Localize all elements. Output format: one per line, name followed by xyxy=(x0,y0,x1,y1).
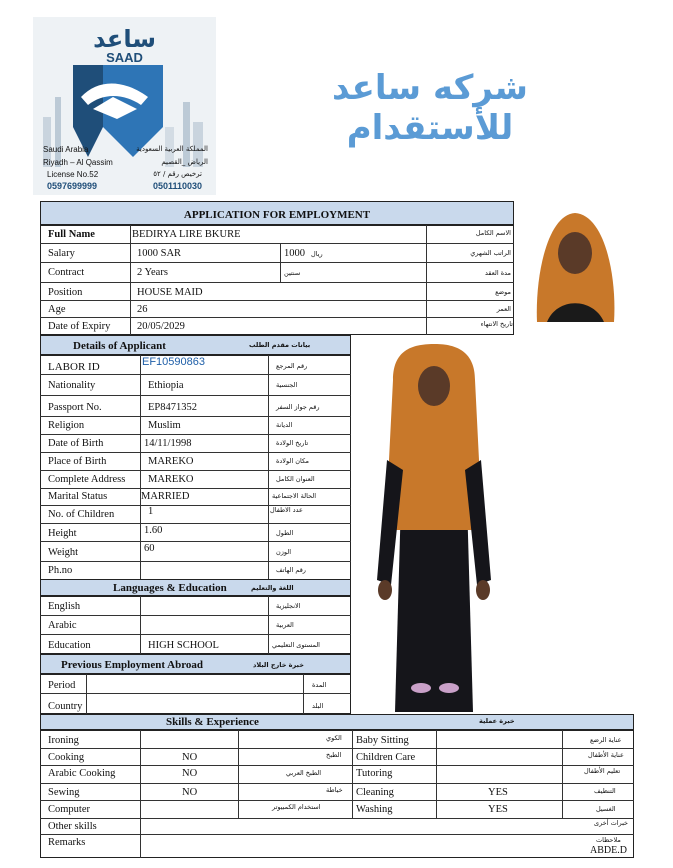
other-skills-label-ar: خبرات أخرى xyxy=(594,819,629,827)
period-label-ar: المدة xyxy=(312,681,327,689)
period-label: Period xyxy=(48,680,76,691)
height-label: Height xyxy=(48,528,77,539)
religion-label: Religion xyxy=(48,420,85,431)
sewing-value: NO xyxy=(182,787,198,798)
pob-label-ar: مكان الولادة xyxy=(276,457,310,465)
children-label-ar: عدد الاطفال xyxy=(270,506,303,514)
remarks-label-ar: ملاحظات xyxy=(596,836,621,844)
age-value: 26 xyxy=(137,304,148,315)
cooking-value: NO xyxy=(182,752,198,763)
weight-label-ar: الوزن xyxy=(276,548,292,556)
cooking-label-ar: الطبخ xyxy=(326,751,342,759)
country-label: Country xyxy=(48,701,83,712)
logo-arabic-name: ساعد xyxy=(93,25,156,53)
labor-id-label-ar: رقم المرجع xyxy=(276,362,308,370)
previous-header-label: Previous Employment Abroad xyxy=(61,659,203,671)
expiry-value: 20/05/2029 xyxy=(137,321,185,332)
contract-label: Contract xyxy=(48,267,85,278)
logo-country-ar: المملكة العربية السعودية xyxy=(136,145,208,153)
logo-license-ar: ترخيص رقم / ٥٢ xyxy=(153,170,202,178)
cleaning-label: Cleaning xyxy=(356,787,394,798)
nationality-label: Nationality xyxy=(48,380,96,391)
weight-label: Weight xyxy=(48,547,79,558)
pob-value: MAREKO xyxy=(148,456,194,467)
sewing-label: Sewing xyxy=(48,787,80,798)
pob-label: Place of Birth xyxy=(48,456,107,467)
phone-label: Ph.no xyxy=(48,565,73,576)
arabic-cooking-label: Arabic Cooking xyxy=(48,768,116,779)
logo-license: License No.52 xyxy=(47,170,99,179)
ironing-label: Ironing xyxy=(48,735,79,746)
arabic-cooking-label-ar: الطبخ العربي xyxy=(286,769,322,777)
full-name-label-ar: الاسم الكامل xyxy=(475,229,511,237)
top-table xyxy=(40,225,514,335)
children-care-label-ar: عناية الأطفال xyxy=(588,751,624,759)
height-value: 1.60 xyxy=(144,525,163,536)
dob-label-ar: تاريخ الولادة xyxy=(276,439,309,447)
other-skills-label: Other skills xyxy=(48,821,97,832)
country-label-ar: البلد xyxy=(312,702,324,710)
full-name-value: BEDIRYA LIRE BKURE xyxy=(132,229,241,240)
cooking-label: Cooking xyxy=(48,752,85,763)
weight-value: 60 xyxy=(144,543,155,554)
skills-header xyxy=(40,714,634,730)
position-label: Position xyxy=(48,287,83,298)
phone-label-ar: رقم الهاتف xyxy=(276,566,306,574)
labor-id-value: EF10590863 xyxy=(142,356,205,368)
children-care-label: Children Care xyxy=(356,752,416,763)
passport-label-ar: رقم جواز السفر xyxy=(276,403,320,411)
dob-label: Date of Birth xyxy=(48,438,104,449)
nationality-value: Ethiopia xyxy=(148,380,184,391)
applicant-headshot xyxy=(517,207,634,322)
logo-phone-2: 0501110030 xyxy=(152,181,202,191)
salary-label-ar: الراتب الشهري xyxy=(470,249,511,257)
baby-sitting-label: Baby Sitting xyxy=(356,735,409,746)
sewing-label-ar: خياطة xyxy=(326,786,343,794)
salary-riyal-value: 1000 xyxy=(284,248,305,259)
position-label-ar: موضع xyxy=(495,288,511,296)
details-header-label: Details of Applicant xyxy=(73,340,166,352)
details-header-label-ar: بيانات مقدم الطلب xyxy=(249,341,311,349)
remarks-label: Remarks xyxy=(48,837,86,848)
salary-label: Salary xyxy=(48,248,75,259)
address-label: Complete Address xyxy=(48,474,126,485)
salary-value: 1000 SAR xyxy=(137,248,182,259)
computer-label: Computer xyxy=(48,804,90,815)
english-label: English xyxy=(48,601,81,612)
position-value: HOUSE MAID xyxy=(137,287,203,298)
expiry-label-ar: تاريخ الانتهاء xyxy=(480,320,513,328)
tutoring-label: Tutoring xyxy=(356,768,393,779)
languages-header-label-ar: اللغة والتعليم xyxy=(251,584,294,592)
languages-header xyxy=(40,579,351,596)
nationality-label-ar: الجنسية xyxy=(276,381,298,389)
languages-header-label: Languages & Education xyxy=(113,582,227,594)
height-label-ar: الطول xyxy=(276,529,294,537)
religion-label-ar: الديانة xyxy=(276,421,293,429)
baby-sitting-label-ar: عناية الرضع xyxy=(590,736,622,744)
washing-value: YES xyxy=(488,804,508,815)
salary-riyal-unit: ريال xyxy=(311,250,323,258)
labor-id-label: LABOR ID xyxy=(48,361,100,373)
contract-label-ar: مدة العقد xyxy=(485,269,511,277)
contract-value: 2 Years xyxy=(137,267,168,278)
logo-country: Saudi Arabia xyxy=(43,145,89,154)
marital-label: Marital Status xyxy=(48,491,108,502)
english-label-ar: الانجليزية xyxy=(276,602,301,610)
skills-table xyxy=(40,730,634,858)
arabic-label: Arabic xyxy=(48,620,77,631)
marital-label-ar: الحالة الاجتماعية xyxy=(272,492,317,500)
form-title: APPLICATION FOR EMPLOYMENT xyxy=(40,201,514,225)
company-title: شركه ساعد للأستقدام xyxy=(332,68,528,148)
tutoring-label-ar: تعليم الأطفال xyxy=(584,767,621,775)
previous-header-label-ar: خبرة خارج البلاد xyxy=(253,661,304,669)
logo-latin-name: SAAD xyxy=(106,50,143,65)
education-label-ar: المستوى التعليمي xyxy=(272,641,320,649)
ironing-label-ar: الكوي xyxy=(326,734,342,742)
passport-label: Passport No. xyxy=(48,402,102,413)
dob-value: 14/11/1998 xyxy=(144,438,192,449)
cleaning-label-ar: التنظيف xyxy=(594,787,616,795)
remarks-value: ABDE.D xyxy=(590,845,627,856)
arabic-label-ar: العربية xyxy=(276,621,294,629)
expiry-label: Date of Expiry xyxy=(48,321,111,332)
company-logo xyxy=(33,17,216,195)
address-label-ar: العنوان الكامل xyxy=(276,475,315,483)
marital-value: MARRIED xyxy=(141,491,190,502)
logo-city: Riyadh – Al Qassim xyxy=(43,158,113,167)
age-label-ar: العمر xyxy=(496,305,511,313)
children-value: 1 xyxy=(148,506,154,517)
logo-city-ar: الرياض _القصيم xyxy=(161,158,208,166)
washing-label-ar: الغسيل xyxy=(596,805,616,813)
previous-header xyxy=(40,654,351,674)
passport-value: EP8471352 xyxy=(148,402,198,413)
religion-value: Muslim xyxy=(148,420,181,431)
cleaning-value: YES xyxy=(488,787,508,798)
children-label: No. of Children xyxy=(48,509,115,520)
education-value: HIGH SCHOOL xyxy=(148,640,219,651)
applicant-full-photo xyxy=(355,340,513,712)
computer-label-ar: استخدام الكمبيوتر xyxy=(272,803,321,811)
skills-header-label: Skills & Experience xyxy=(166,716,259,728)
contract-years-ar: سنتين xyxy=(284,269,301,277)
logo-phone-1: 0597699999 xyxy=(47,181,98,191)
details-header xyxy=(40,335,351,355)
age-label: Age xyxy=(48,304,66,315)
education-label: Education xyxy=(48,640,91,651)
arabic-cooking-value: NO xyxy=(182,768,198,779)
washing-label: Washing xyxy=(356,804,393,815)
address-value: MAREKO xyxy=(148,474,194,485)
full-name-label: Full Name xyxy=(48,229,95,240)
skills-header-label-ar: خبرة عملية xyxy=(479,717,515,725)
